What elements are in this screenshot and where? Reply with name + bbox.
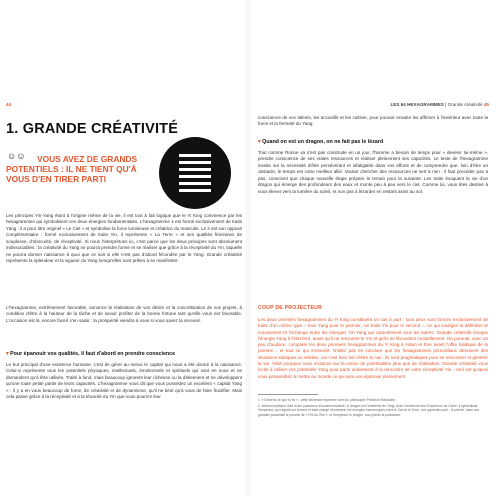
page-number-left: 44 (6, 102, 12, 107)
running-head (391, 102, 490, 107)
continuation-paragraph: conscience de vos talents, les accueillir et les cultiver, pour pouvoir ensuite les affirmer à l'extérieur avec toute la force et la fermeté du Yang. (258, 115, 488, 127)
running-head-subtitle: | Grande créativité (445, 102, 483, 107)
folio-left (6, 102, 11, 107)
section-paragraph-1: Le but principal d'une existence humaine, c'est de gérer au mieux le capital qui nous a été donné à la naissance. Celui-ci représente tous les potentiels physiques, intellectuels, émotionnels et spirituels qui sont en nous et ne demandent qu'à être utilisés. Traité à fond, mais beaucoup ignorent leur richesse ou la détiennent et ne développent qu'une toute petite partie de leurs capacités. L'hexagramme vous dit que vous possédez un excellent « capital Yang » : il y a en vous beaucoup de force, de créativité et de dynamisme, qu'il ne tient qu'à vous de faire fructifier. Mais cela passe grâce à la réceptivité et à la ténacité du Yin que vous pourrez leur (6, 362, 242, 400)
spotlight-title: COUP DE PROJECTEUR (258, 305, 323, 311)
section-paragraph-2: Tout comme Ronne va s'est pas construite en un jour, l'homme a besoin de temps pour « devenir lui-même », prendre conscience de ses vraies ressources et réaliser pleinement ses capacités. Le texte de l'hexagramme insiste sur la nécessité d'être persévérant et infatigable dans vos efforts et de comprendre que, loin d'être un obstacle, le temps est votre meilleur allié. Vouloir chercher des ressources ne sert à rien : il faut procéder pas à pas, conscient que chaque nouvelle étape prépare le terrain pour la suivante. Les traits évoquent la vie d'un dragon qui émerge des profondeurs des eaux et monte peu à peu vers le ciel. Comme lui, vous êtes destiné à vous élever vers la lumière du soleil, et non pas à lézarder en restant assis au sol. (258, 150, 488, 194)
section-heading-2: ▾ Quand on est un dragon, on ne fait pas le lézard (258, 139, 384, 145)
footnote-1: 1. « Deviens ce que tu es » : cette sentence exprimée vient du philosophe Friedrich Nietzsche. (258, 398, 396, 402)
chapter-title: 1. GRANDE CRÉATIVITÉ (6, 121, 179, 137)
hexagram-symbol-icon (159, 137, 231, 209)
running-head-title: LES 64 HEXAGRAMMES (390, 102, 444, 107)
intro-paragraph: Les principes Yin-Yang étant à l'origine même de la vie, il est tout à fait logique que le Yi King commence par les hexagrammes qui symbolisent ces deux énergies fondamentales. L'hexagramme 1 est formé exclusivement de traits Yang : il a pour titre originel « Le Ciel » et symbolise la force lumineuse et créatrice du masculin. Le 2 est son opposé complémentaire : formé exclusivement de traits Yin, il représente « La Terre » et ses qualités féminines de souplesse, d'obscurité, de réceptivité. Si nous l'interprétons ici, c'est parce que les deux principes sont absolument indissociables : la créativité du Yang ne pourra prendre forme et se réaliser que grâce à la réceptivité du Yin, laquelle ne pourra donner naissance à quoi que ce soit si elle n'est pas d'abord fécondée par le Yang. Grande créativité représente la splendeur et la vigueur du Yang lorsqu'elles sont prêtes à se manifester. (6, 213, 242, 264)
chapter-subheading: VOUS AVEZ DE GRANDS POTENTIELS : IL NE TIENT QU'À VOUS D'EN TIRER PARTI (6, 154, 138, 184)
section-heading-1: ▾ Pour épanouir vos qualités, il faut d'abord en prendre conscience (6, 351, 176, 357)
body-paragraph: L'hexagramme, extrêmement favorable, annonce la réalisation de vos désirs et la concrétisation de vos projets, à condition d'être à la hauteur de la tâche et de savoir profiter de la bonne fortune tant qu'elle vous est favorable. L'occasion est là, encore faut-il s'en saisir : la prospérité viendra à vous si vous savez la recevoir. (6, 305, 242, 323)
footnote-rule (258, 394, 318, 395)
page-number-right: 45 (483, 102, 489, 107)
spotlight-text: Les deux premiers hexagrammes du Yi King constituent un cas à part : tous deux sont formés exclusivement de traits d'un même type – tous Yang pour le premier, six traits Yin pour le second –, ce qui souligne la définition le mouvement et l'échange entre les énergies Yin-Yang qui caractérisent tous les autres. Grande créativité évoque l'énergie Yang à l'état brut, avant qu'il ne rencontre le Yin et qu'ils se fécondent mutuellement. On pourrait, avec un peu d'audace, comparer les deux premiers hexagrammes du Yi King à Adam et Ève avant l'offre fatidique de la pomme… et tout ce qui s'ensuivit. N'allez pas en conclure que les hexagrammes primordiaux dessinent des situations statiques ou stériles, car c'est bien loin d'être le cas : ils sont pragmatiques pour se rencontrer et générer la vie. Voilà pourquoi nous insistons sur la notion de potentialités plus que de réalisation. Grande créativité vous incite à utiliser vos potentiels Yang pour partir activement à la rencontre de votre réceptivité Yin : cenl est qu'ainsi vous parviendrez à mettre au monde ce qui sera vos épanouir pleinement. (258, 317, 488, 379)
smiley-icons: ☺☺ (7, 151, 26, 161)
right-page (248, 0, 496, 496)
footnote-2: 2. Animal mythique doté d'une puissance incommensurable, le dragon est l'emblème de Yang. Avec l'existence des Empereurs de Chine, il symbolisait l'empereur, qui régnait sur la terre et était chargé d'entretenir les énergies harmoniques entre le Ciel et la Terre. Les symboles sont : le phénix, dans ses grandes possédait le pouvoir de « Fils du Ciel », et l'empereur le dragon, aux phénix la puissance. (258, 404, 480, 417)
